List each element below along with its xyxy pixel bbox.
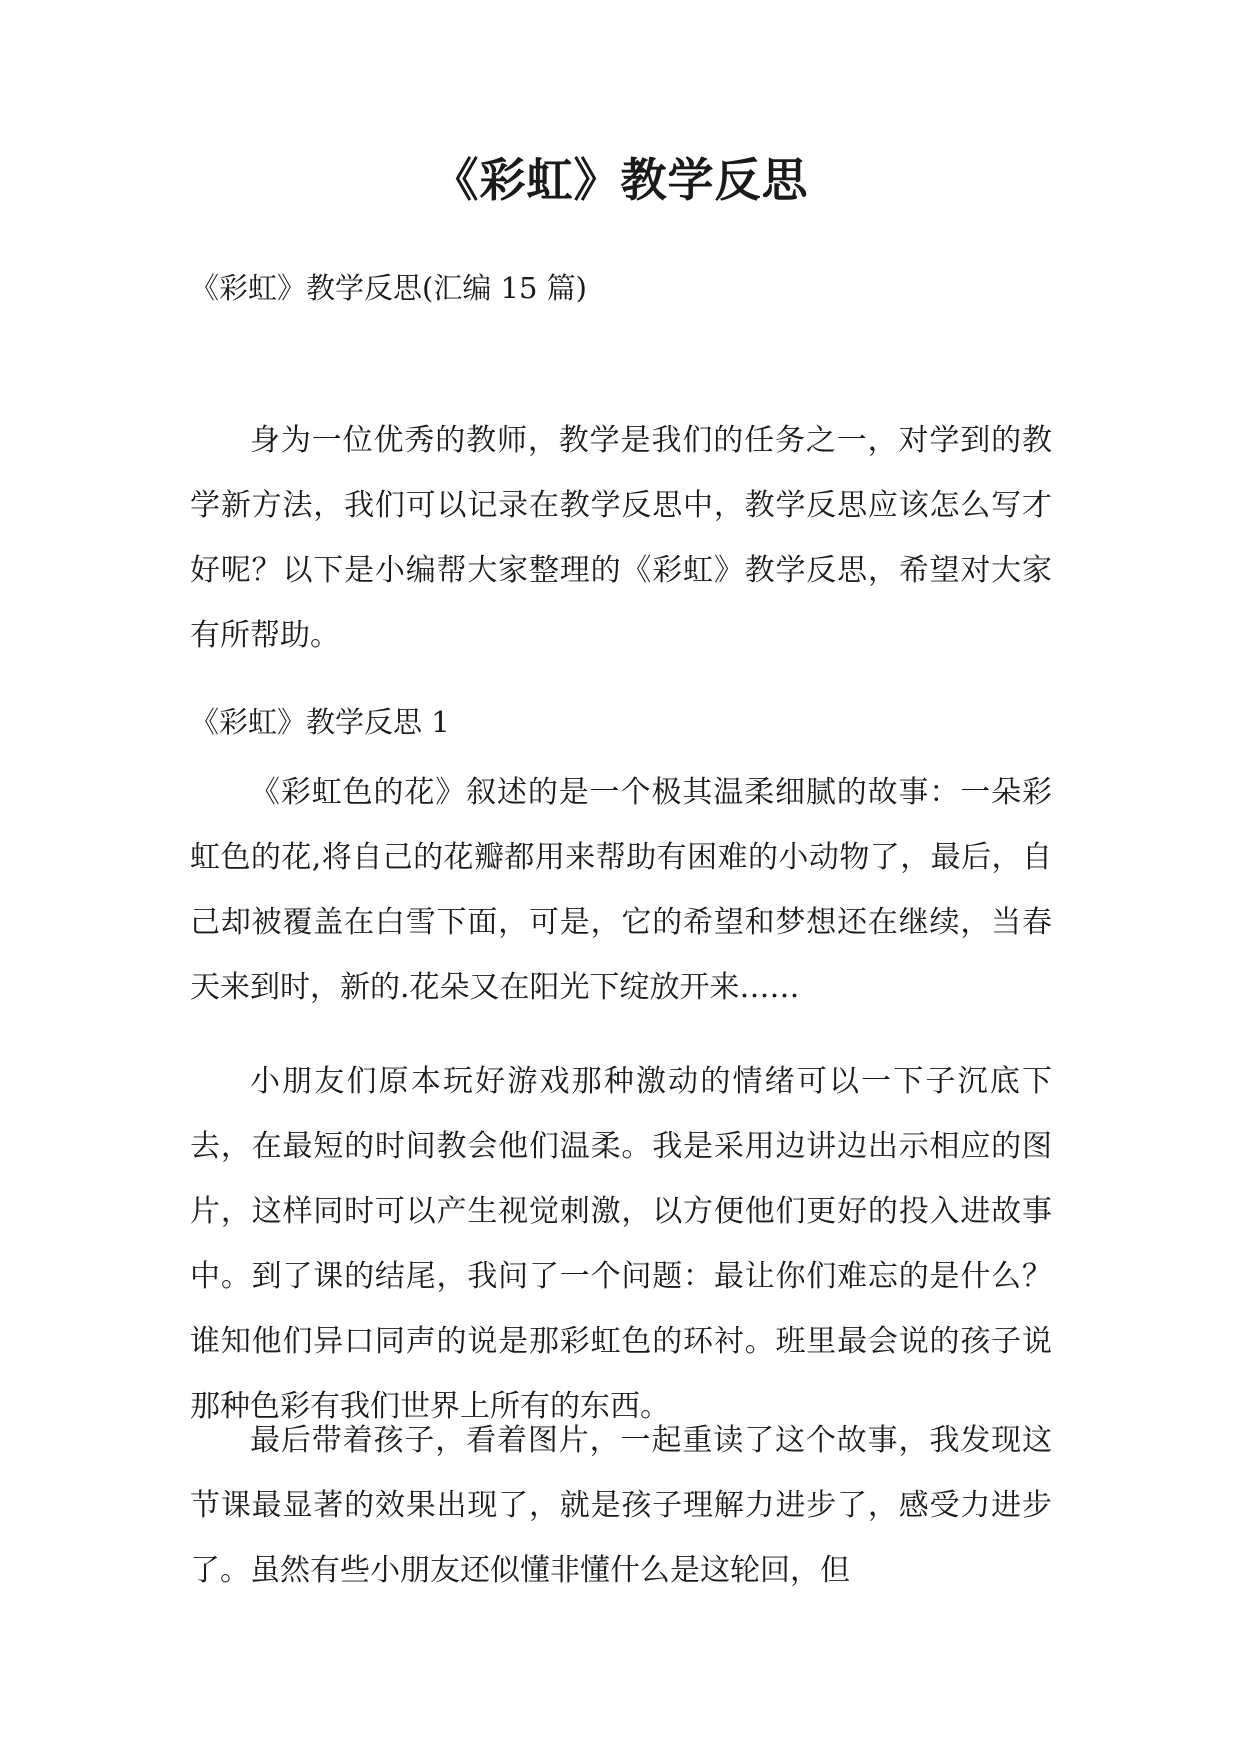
page-title: 《彩虹》教学反思: [432, 153, 809, 207]
body-paragraph: 小朋友们原本玩好游戏那种激动的情绪可以一下子沉底下去，在最短的时间教会他们温柔。我是采用边讲边出示相应的图片，这样同时可以产生视觉刺激，以方便他们更好的投入进故事中。到了课的结尾，我问了一个问题：最让你们难忘的是什么？谁知他们异口同声的说是那彩虹色的环衬。班里最会说的孩子说那种色彩有我们世界上所有的东西。: [190, 1064, 1052, 1424]
section-heading: 《彩虹》教学反思 1: [190, 705, 450, 739]
body-paragraph: 《彩虹色的花》叙述的是一个极其温柔细腻的故事：一朵彩虹色的花,将自己的花瓣都用来帮助有困难的小动物了，最后，自己却被覆盖在白雪下面，可是，它的希望和梦想还在继续，当春天来到时，新的.花朵又在阳光下绽放开来……: [190, 775, 1052, 1005]
intro-paragraph: 身为一位优秀的教师，教学是我们的任务之一，对学到的教学新方法，我们可以记录在教学反思中，教学反思应该怎么写才好呢？以下是小编帮大家整理的《彩虹》教学反思，希望对大家有所帮助。: [190, 423, 1052, 653]
body-paragraph: 最后带着孩子，看着图片，一起重读了这个故事，我发现这节课最显著的效果出现了，就是孩子理解力进步了，感受力进步了。虽然有些小朋友还似懂非懂什么是这轮回，但: [190, 1423, 1052, 1588]
document-subtitle: 《彩虹》教学反思(汇编 15 篇): [190, 271, 587, 305]
